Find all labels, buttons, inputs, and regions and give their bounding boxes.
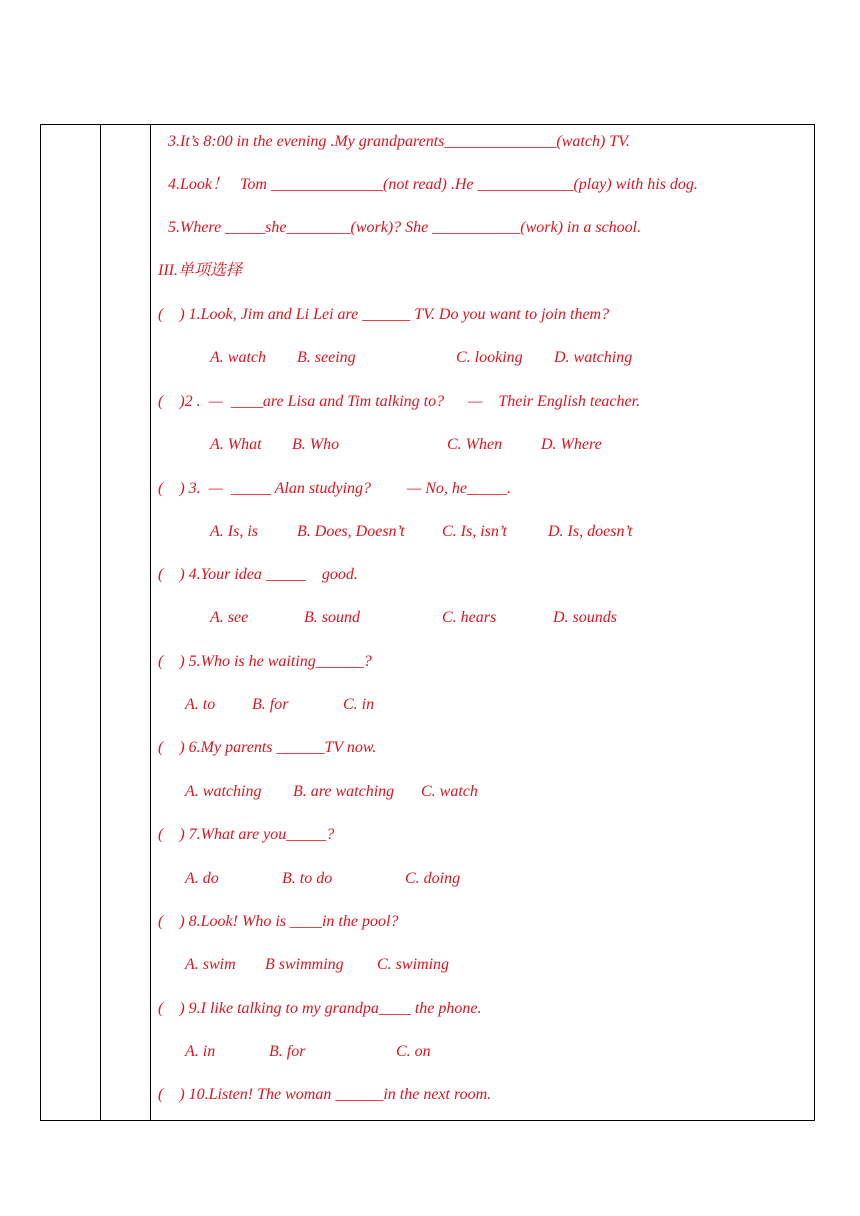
question-stem-3: ( ) 3. — _____ Alan studying? — No, he_____. — [158, 480, 512, 497]
option-4c: C. hears — [442, 609, 497, 626]
option-4a: A. see — [210, 609, 249, 626]
option-2b: B. Who — [292, 436, 340, 453]
option-2a: A. What — [210, 436, 262, 453]
option-5c: C. in — [343, 696, 375, 713]
option-4b: B. sound — [304, 609, 360, 626]
option-4d: D. sounds — [553, 609, 618, 626]
option-2d: D. Where — [541, 436, 602, 453]
option-1a: A. watch — [210, 349, 266, 366]
option-9a: A. in — [185, 1043, 216, 1060]
option-2c: C. When — [447, 436, 503, 453]
question-stem-2: ( )2 . — ____are Lisa and Tim talking to? — Their English teacher. — [158, 393, 641, 410]
option-8b: B swimming — [265, 956, 344, 973]
option-9b: B. for — [269, 1043, 306, 1060]
option-7c: C. doing — [405, 870, 461, 887]
option-3d: D. Is, doesn’t — [548, 523, 633, 540]
question-stem-4: ( ) 4.Your idea _____ good. — [158, 566, 358, 583]
option-8c: C. swiming — [377, 956, 450, 973]
question-stem-6: ( ) 6.My parents ______TV now. — [158, 739, 377, 756]
option-3b: B. Does, Doesn’t — [297, 523, 405, 540]
option-3c: C. Is, isn’t — [442, 523, 507, 540]
option-6a: A. watching — [185, 783, 262, 800]
option-3a: A. Is, is — [210, 523, 258, 540]
option-7b: B. to do — [282, 870, 333, 887]
option-9c: C. on — [396, 1043, 431, 1060]
question-stem-8: ( ) 8.Look! Who is ____in the pool? — [158, 913, 399, 930]
question-stem-7: ( ) 7.What are you_____? — [158, 826, 335, 843]
section-heading: III.单项选择 — [158, 262, 242, 279]
question-stem-5: ( ) 5.Who is he waiting______? — [158, 653, 372, 670]
option-1b: B. seeing — [297, 349, 356, 366]
column-divider-1 — [100, 125, 101, 1120]
option-6b: B. are watching — [293, 783, 395, 800]
question-stem-9: ( ) 9.I like talking to my grandpa____ the phone. — [158, 1000, 482, 1017]
option-5a: A. to — [185, 696, 216, 713]
fill-in-item-4: 4.Look！ Tom ______________(not read) .He ____________(play) with his dog. — [168, 176, 698, 193]
option-1d: D. watching — [554, 349, 633, 366]
option-7a: A. do — [185, 870, 219, 887]
option-1c: C. looking — [456, 349, 523, 366]
fill-in-item-3: 3.It’s 8:00 in the evening .My grandparents______________(watch) TV. — [168, 133, 630, 150]
option-5b: B. for — [252, 696, 289, 713]
question-stem-1: ( ) 1.Look, Jim and Li Lei are ______ TV. Do you want to join them? — [158, 306, 610, 323]
option-6c: C. watch — [421, 783, 478, 800]
fill-in-item-5: 5.Where _____she________(work)? She ___________(work) in a school. — [168, 219, 642, 236]
question-stem-10: ( ) 10.Listen! The woman ______in the next room. — [158, 1086, 492, 1103]
column-divider-2 — [150, 125, 151, 1120]
option-8a: A. swim — [185, 956, 236, 973]
